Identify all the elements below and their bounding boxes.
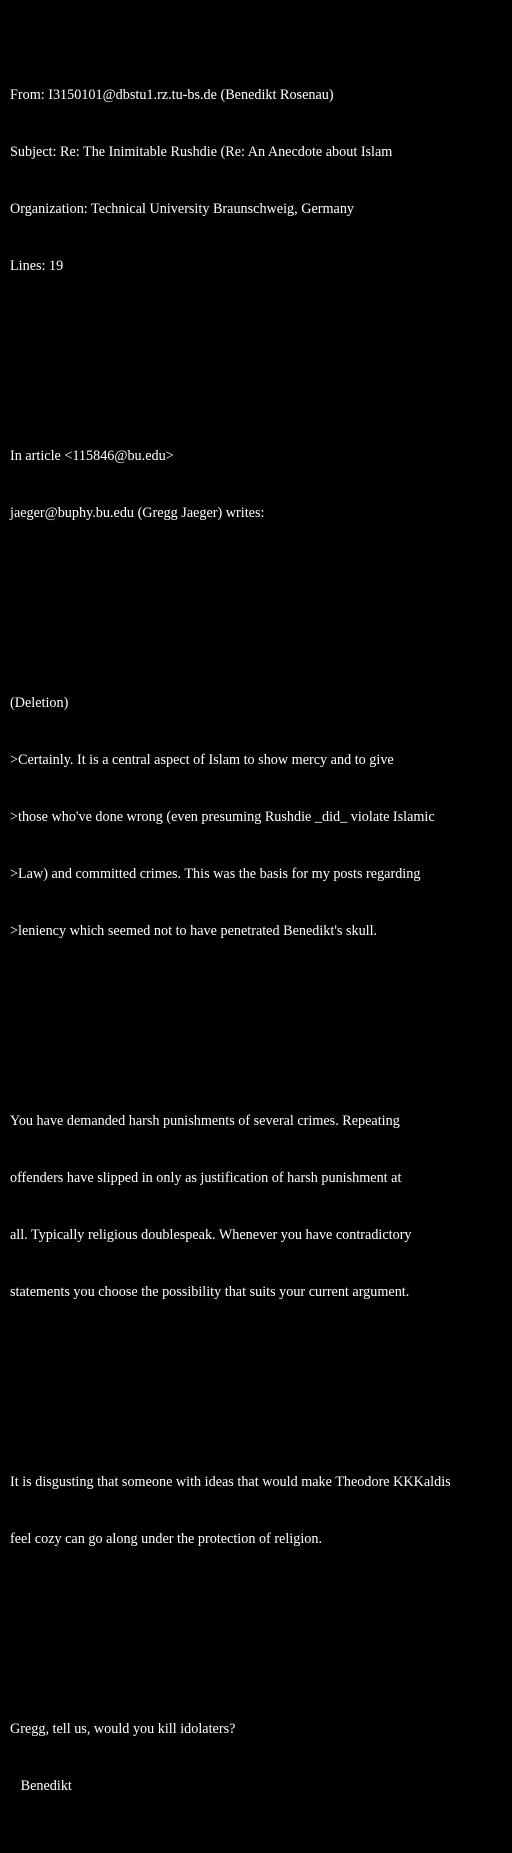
closing-question: Gregg, tell us, would you kill idolaters?	[10, 1721, 236, 1737]
subject-header: Subject: Re: The Inimitable Rushdie (Re: An Anecdote about Islam	[10, 144, 393, 160]
from-header: From: I3150101@dbstu1.rz.tu-bs.de (Benedikt Rosenau)	[10, 87, 334, 103]
blank-line	[10, 1378, 508, 1397]
quoted-line: >Certainly. It is a central aspect of Islam to show mercy and to give	[10, 752, 394, 768]
usenet-post	[10, 10, 508, 1853]
body-line: offenders have slipped in only as justification of harsh punishment at	[10, 1170, 402, 1186]
quoted-line: >Law) and committed crimes. This was the basis for my posts regarding	[10, 866, 421, 882]
body-line: You have demanded harsh punishments of several crimes. Repeating	[10, 1113, 400, 1129]
attribution	[10, 409, 508, 561]
body-paragraph-1	[10, 1074, 508, 1340]
body-line: It is disgusting that someone with ideas that would make Theodore KKKaldis	[10, 1474, 451, 1490]
quoted-line: >those who've done wrong (even presuming Rushdie _did_ violate Islamic	[10, 809, 435, 825]
body-line: all. Typically religious doublespeak. Whenever you have contradictory	[10, 1227, 412, 1243]
quoted-text	[10, 656, 508, 979]
blank-line	[10, 599, 508, 618]
body-paragraph-2	[10, 1435, 508, 1587]
quoted-line: (Deletion)	[10, 695, 69, 711]
body-line: statements you choose the possibility that suits your current argument.	[10, 1284, 410, 1300]
signature: Benedikt	[10, 1778, 72, 1794]
body-line: feel cozy can go along under the protection of religion.	[10, 1531, 323, 1547]
blank-line	[10, 1017, 508, 1036]
closing	[10, 1682, 508, 1834]
organization-header: Organization: Technical University Braunschweig, Germany	[10, 201, 355, 217]
attribution-article: In article <115846@bu.edu>	[10, 448, 174, 464]
attribution-writer: jaeger@buphy.bu.edu (Gregg Jaeger) writes:	[10, 505, 265, 521]
blank-line	[10, 1625, 508, 1644]
blank-line	[10, 352, 508, 371]
post-headers	[10, 48, 508, 314]
lines-header: Lines: 19	[10, 258, 64, 274]
quoted-line: >leniency which seemed not to have penetrated Benedikt's skull.	[10, 923, 378, 939]
